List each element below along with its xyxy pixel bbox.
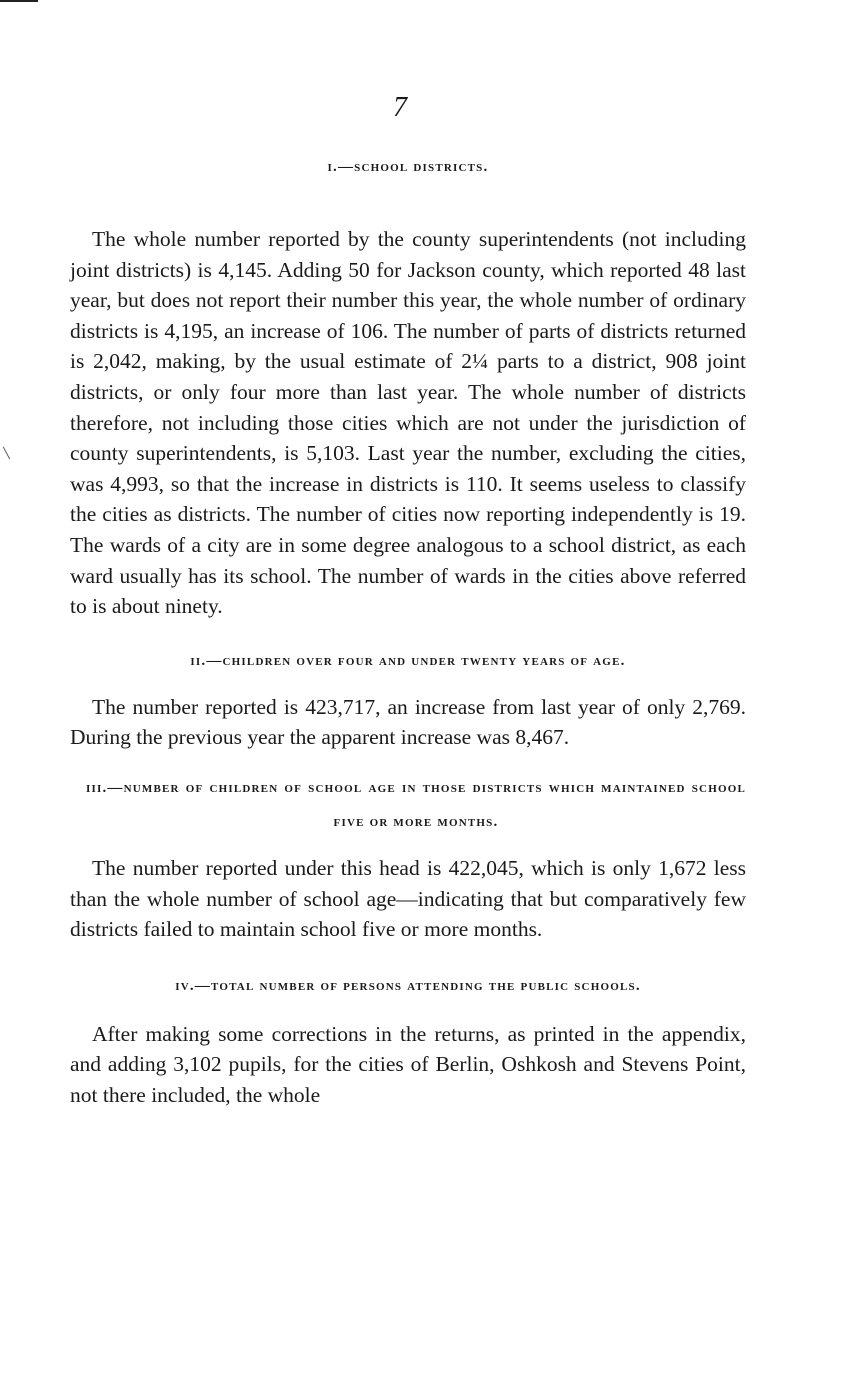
section-paragraph-attendance: After making some corrections in the returns, as printed in the appendix, and adding 3,102 pupils, for the cities of Berlin, Oshkosh and Stevens Point, not there included, the whole (70, 1021, 746, 1107)
section-heading-school-age-districts: iii.—number of children of school age in those districts which maintained school five or more months. (86, 779, 746, 830)
section-heading-attendance: iv.—total number of persons attending the public schools. (175, 977, 641, 994)
section-paragraph-school-districts: The whole number reported by the county superintendents (not including joint districts) is 4,145. Adding 50 for Jackson county, which reported 48 last year, but does not report their number this year, the whole number of ordinary districts is 4,195, an increase of 106. The number of parts of districts returned is 2,042, making, by the usual estimate of 2¼ parts to a district, 908 joint districts, or only four more than last year. The whole number of districts therefore, not including those cities which are not under the jurisdiction of county superintendents, is 5,103. Last year the number, excluding the cities, was 4,993, so that the increase in districts is 110. It seems useless to classify the cities as districts. The number of cities now reporting independently is 19. The wards of a city are in some degree analogous to a school district, as each ward usually has its school. The number of wards in the cities above referred to is about ninety. (70, 227, 746, 619)
margin-mark (3, 447, 10, 460)
page-body (70, 150, 746, 1110)
section-heading-school-districts: i.—school districts. (327, 159, 489, 175)
section-paragraph-school-age-districts: The number reported under this head is 422,045, which is only 1,672 less than the whole number of school age—indicating that but comparatively few districts failed to maintain school five or more months. (70, 855, 746, 942)
section-paragraph-children-age: The number reported is 423,717, an increase from last year of only 2,769. During the previous year the apparent increase was 8,467. (70, 694, 746, 750)
section-heading-children-age: ii.—children over four and under twenty years of age. (190, 652, 626, 669)
top-rule (0, 0, 38, 2)
page-number: 7 (393, 92, 407, 123)
